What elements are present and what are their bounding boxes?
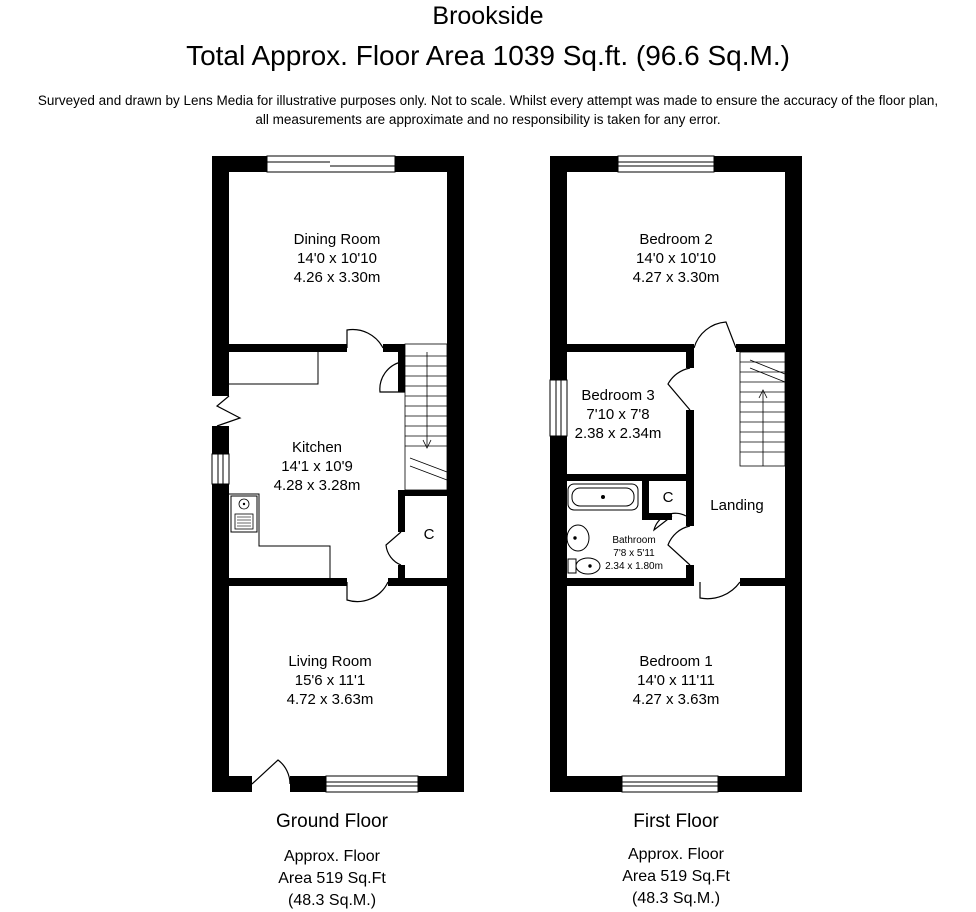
kitchen-name: Kitchen: [291, 439, 343, 456]
side-french-doors: [217, 396, 240, 426]
first-floor-inner-walls: [567, 344, 785, 586]
living-door-swing: [347, 582, 388, 602]
bedroom-3-window: [550, 380, 567, 436]
ground-floor-area-line-1: Approx. Floor: [283, 848, 381, 865]
bathroom-imperial: 7'8 x 5'11: [613, 548, 655, 559]
room-bedroom-3: [575, 387, 662, 442]
kitchen-sink: [231, 496, 257, 532]
bedroom-3-door-swing: [668, 368, 690, 410]
first-floor-name: First Floor: [633, 811, 719, 832]
first-floor-caption: [622, 811, 730, 907]
ground-floor-stairs: [405, 344, 447, 490]
bedroom-2-imperial: 14'0 x 10'10: [636, 250, 716, 267]
first-floor-plan: [550, 156, 802, 907]
first-floor-area-line-2: Area 519 Sq.Ft: [622, 868, 730, 885]
room-bedroom-1: [633, 653, 720, 708]
ground-floor-caption: [276, 811, 389, 909]
bedroom-3-imperial: 7'10 x 7'8: [586, 406, 650, 423]
bedroom-1-metric: 4.27 x 3.63m: [632, 691, 720, 708]
disclaimer-line-2: all measurements are approximate and no responsibility is taken for any error.: [255, 112, 721, 127]
stair-treads: [405, 356, 447, 446]
bedroom-2-door-swing: [694, 322, 736, 348]
bedroom-2-metric: 4.27 x 3.30m: [632, 269, 720, 286]
plan-title: Brookside: [432, 2, 544, 30]
first-cupboard-label: C: [662, 489, 674, 506]
first-floor-stairs: [740, 352, 785, 466]
total-area-subtitle: Total Approx. Floor Area 1039 Sq.ft. (96.6 Sq.M.): [186, 40, 790, 71]
front-door-swing: [252, 760, 290, 784]
living-room-metric: 4.72 x 3.63m: [286, 691, 374, 708]
bedroom-1-door-swing: [700, 582, 740, 599]
cupboard-door-swing: [386, 532, 401, 565]
first-floor-doors: [654, 322, 740, 599]
kitchen-metric: 4.28 x 3.28m: [273, 477, 361, 494]
wash-basin: [567, 525, 589, 551]
ground-cupboard-label: C: [423, 526, 435, 543]
living-room-name: Living Room: [288, 653, 372, 670]
disclaimer-line-1: Surveyed and drawn by Lens Media for illustrative purposes only. Not to scale. Whilst every attempt was made to ensure the accuracy of the floor plan,: [37, 93, 939, 108]
dining-room-name: Dining Room: [293, 231, 381, 248]
kitchen-imperial: 14'1 x 10'9: [281, 458, 353, 475]
kitchen-window: [212, 454, 229, 484]
bathroom-metric: 2.34 x 1.80m: [605, 561, 663, 572]
dining-room-metric: 4.26 x 3.30m: [293, 269, 381, 286]
ground-floor-name: Ground Floor: [276, 811, 388, 832]
ground-floor-area-line-3: (48.3 Sq.M.): [287, 892, 377, 909]
room-bathroom: [605, 535, 663, 572]
first-floor-area-line-3: (48.3 Sq.M.): [631, 890, 721, 907]
bathroom-door-swing: [668, 526, 690, 565]
bedroom-2-name: Bedroom 2: [639, 231, 713, 248]
toilet: [576, 558, 600, 574]
room-kitchen: [274, 439, 361, 494]
bedroom-1-window: [622, 776, 718, 792]
room-living: [287, 653, 374, 708]
room-dining: [294, 231, 381, 286]
landing-label: Landing: [710, 497, 764, 514]
bedroom-1-name: Bedroom 1: [639, 653, 713, 670]
first-floor-area-line-1: Approx. Floor: [627, 846, 725, 863]
living-room-window: [326, 776, 418, 792]
bedroom-1-imperial: 14'0 x 11'11: [637, 672, 715, 689]
bedroom-2-window: [618, 156, 714, 172]
dining-room-imperial: 14'0 x 10'10: [297, 250, 377, 267]
ground-floor-area-line-2: Area 519 Sq.Ft: [278, 870, 386, 887]
bathroom-name: Bathroom: [612, 535, 656, 546]
ground-floor-doors: [217, 330, 405, 784]
upper-counter: [229, 352, 318, 384]
living-room-imperial: 15'6 x 11'1: [294, 672, 366, 689]
room-bedroom-2: [633, 231, 720, 286]
dining-door-swing: [347, 330, 383, 348]
bedroom-3-name: Bedroom 3: [581, 387, 655, 404]
patio-door-window: [267, 156, 395, 172]
ground-floor-plan: [212, 156, 464, 909]
bedroom-3-metric: 2.38 x 2.34m: [574, 425, 662, 442]
